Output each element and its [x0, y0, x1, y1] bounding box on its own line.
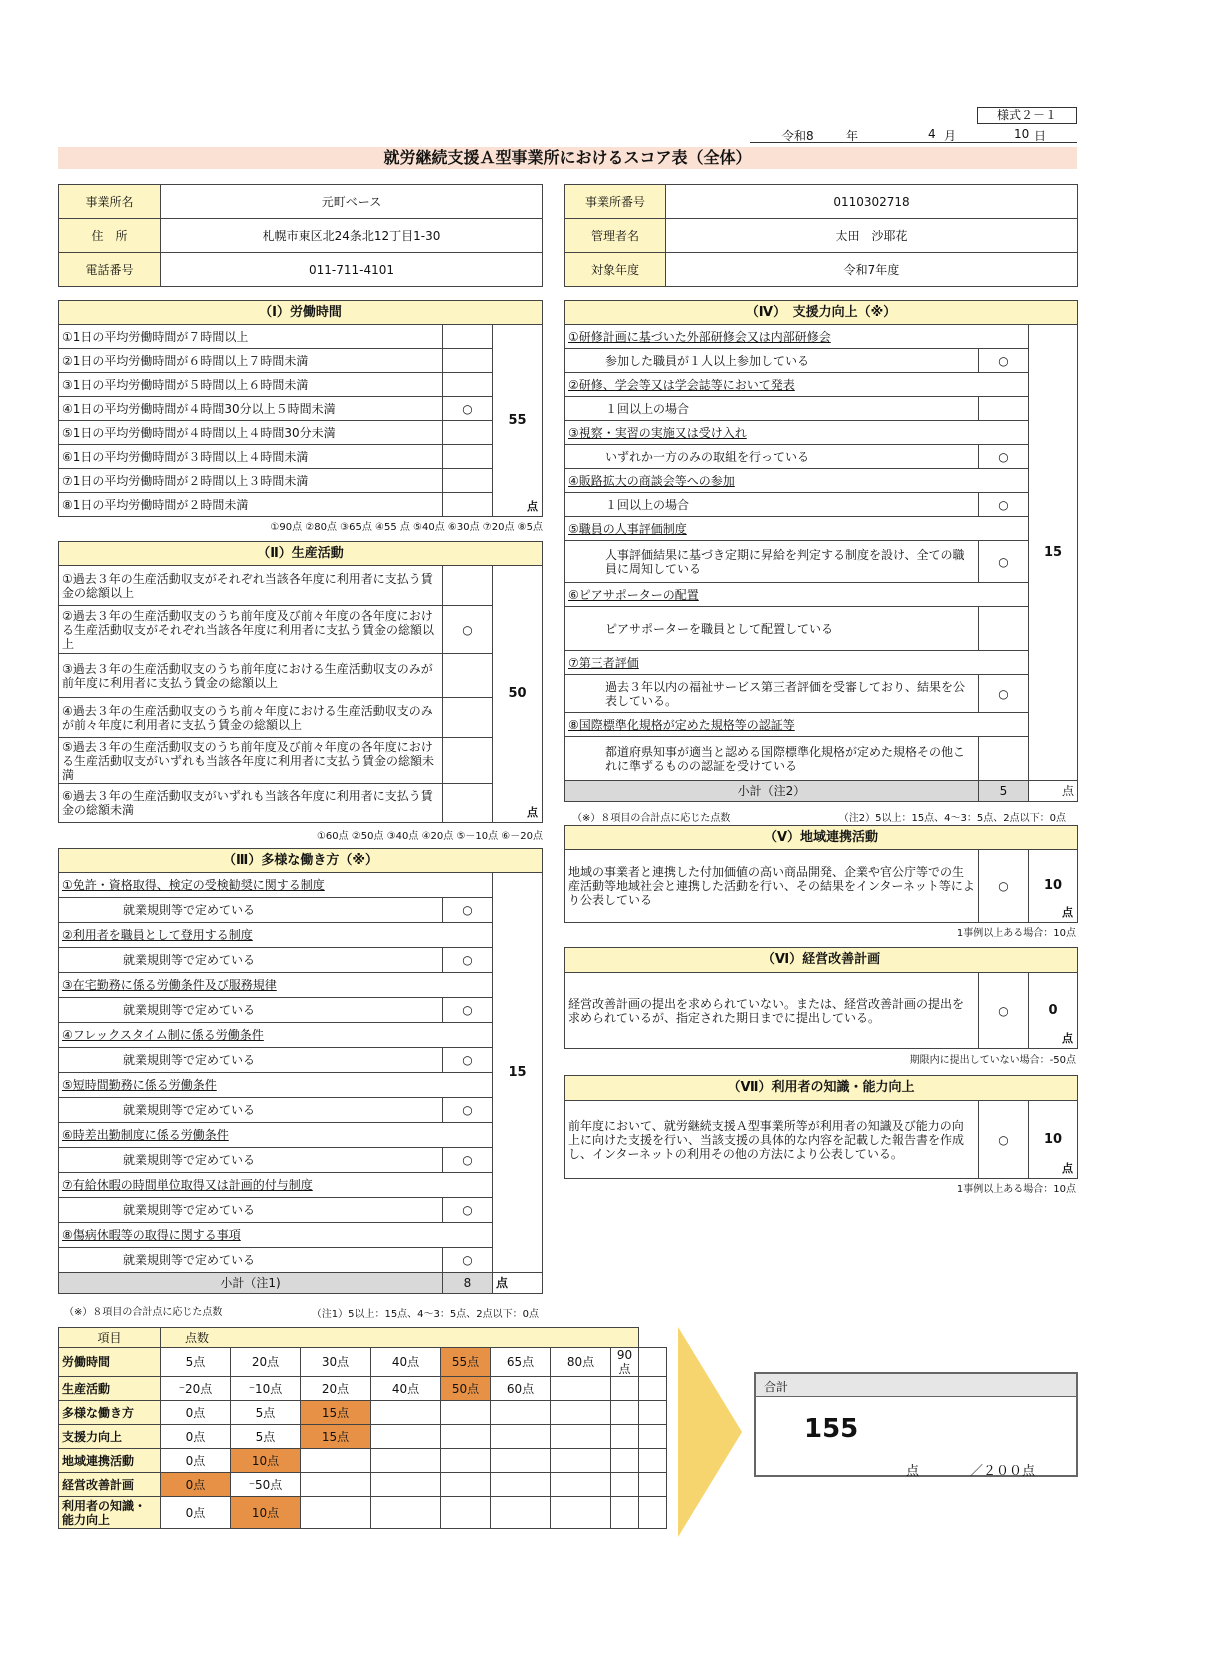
summary-row: [59, 1425, 667, 1449]
section-working-hours: [58, 300, 543, 517]
date-month: 4: [928, 127, 936, 141]
summary-header-row: [59, 1328, 667, 1348]
summary-header-item: 項目: [59, 1328, 161, 1348]
summary-cell: 50点: [441, 1377, 491, 1401]
hours-mark-8: [443, 493, 493, 517]
summary-cell: 0点: [161, 1401, 231, 1425]
label-phone: 電話番号: [59, 253, 161, 287]
label-manager: 管理者名: [565, 219, 666, 253]
summary-cell: 15点: [301, 1425, 371, 1449]
diverse-mark-8: ○: [443, 1248, 493, 1273]
diverse-text-1: 就業規則等で定めている: [59, 898, 443, 923]
summary-header-points: 点数: [161, 1328, 639, 1348]
summary-cell: [491, 1473, 551, 1497]
summary-row: [59, 1473, 667, 1497]
total-label: 合計: [756, 1374, 1076, 1397]
diverse-head-6: ⑥時差出勤制度に係る労働条件: [59, 1123, 493, 1148]
production-mark-2: ○: [443, 606, 493, 654]
hours-item-1: ①1日の平均労働時間が７時間以上: [59, 325, 443, 349]
support-mark-2: [979, 397, 1029, 421]
summary-filler: [639, 1425, 667, 1449]
label-target-year: 対象年度: [565, 253, 666, 287]
summary-cell: [441, 1497, 491, 1529]
summary-cell: [551, 1473, 611, 1497]
summary-cell: [301, 1473, 371, 1497]
production-item-4: ④過去３年の生産活動収支のうち前々年度における生産活動収支のみが前々年度に利用者に支払う賃金の総額以上: [59, 698, 443, 738]
summary-cell: 5点: [231, 1401, 301, 1425]
production-mark-6: [443, 784, 493, 823]
support-head-2: ②研修、学会等又は学会誌等において発表: [565, 373, 1029, 397]
skills-mark: ○: [979, 1101, 1029, 1179]
summary-row-label: 生産活動: [59, 1377, 161, 1401]
diverse-head-2: ②利用者を職員として登用する制度: [59, 923, 493, 948]
total-box: [754, 1372, 1078, 1477]
date-era-year: 令和8: [782, 129, 814, 143]
summary-row: [59, 1497, 667, 1529]
skills-score: 10: [1043, 1131, 1063, 1147]
value-address: 札幌市東区北24条北12丁目1-30: [161, 219, 543, 253]
diverse-subtotal-value: 8: [443, 1273, 493, 1294]
form-label: 様式２－１: [977, 107, 1077, 124]
skills-text: 前年度において、就労継続支援Ａ型事業所等が利用者の知識及び能力の向上に向けた支援を行い、当該支援の具体的な内容を記載した報告書を作成し、インターネットの利用その他の方法により公表している。: [565, 1101, 979, 1179]
summary-cell: 10点: [231, 1449, 301, 1473]
diverse-head-8: ⑧傷病休暇等の取得に関する事項: [59, 1223, 493, 1248]
support-head-6: ⑥ピアサポーターの配置: [565, 583, 1029, 607]
production-item-3: ③過去３年の生産活動収支のうち前年度における生産活動収支のみが前年度に利用者に支払う賃金の総額以上: [59, 654, 443, 698]
page-title: 就労継続支援Ａ型事業所におけるスコア表（全体）: [58, 147, 1077, 169]
label-address: 住 所: [59, 219, 161, 253]
regional-unit: 点: [1062, 906, 1073, 919]
summary-cell: [551, 1497, 611, 1529]
hours-item-2: ②1日の平均労働時間が６時間以上７時間未満: [59, 349, 443, 373]
regional-footnote: 1事例以上ある場合：10点: [956, 928, 1076, 939]
support-text-3: いずれか一方のみの取組を行っている: [565, 445, 979, 469]
support-mark-3: ○: [979, 445, 1029, 469]
hours-score-unit: 点: [527, 500, 538, 513]
section-production: [58, 541, 543, 823]
summary-cell: [371, 1473, 441, 1497]
section-user-skills: [564, 1075, 1078, 1179]
production-mark-1: [443, 566, 493, 606]
date-day-unit: 日: [1034, 129, 1047, 143]
summary-row-label: 経営改善計画: [59, 1473, 161, 1497]
summary-cell: [551, 1425, 611, 1449]
support-subtotal-value: 5: [979, 781, 1029, 802]
summary-cell: 0点: [161, 1497, 231, 1529]
support-text-6: ピアサポーターを職員として配置している: [565, 607, 979, 651]
summary-filler: [639, 1377, 667, 1401]
value-target-year: 令和7年度: [666, 253, 1078, 287]
summary-cell: [611, 1377, 639, 1401]
diverse-mark-6: ○: [443, 1148, 493, 1173]
support-mark-4: ○: [979, 493, 1029, 517]
hours-item-3: ③1日の平均労働時間が５時間以上６時間未満: [59, 373, 443, 397]
date-month-unit: 月: [944, 129, 957, 143]
summary-cell: [441, 1425, 491, 1449]
support-text-2: １回以上の場合: [565, 397, 979, 421]
summary-cell: 80点: [551, 1348, 611, 1377]
diverse-mark-5: ○: [443, 1098, 493, 1123]
summary-cell: [301, 1449, 371, 1473]
skills-unit: 点: [1062, 1162, 1073, 1175]
summary-cell: [371, 1401, 441, 1425]
summary-cell: 30点: [301, 1348, 371, 1377]
diverse-head-4: ④フレックスタイム制に係る労働条件: [59, 1023, 493, 1048]
hours-mark-6: [443, 445, 493, 469]
regional-score: 10: [1043, 878, 1063, 893]
summary-cell: ⁻10点: [231, 1377, 301, 1401]
hours-mark-7: [443, 469, 493, 493]
summary-cell: ⁻50点: [231, 1473, 301, 1497]
summary-filler: [639, 1497, 667, 1529]
diverse-note-left: （※）８項目の合計点に応じた点数: [64, 1307, 223, 1318]
production-mark-4: [443, 698, 493, 738]
summary-cell: 90点: [611, 1348, 639, 1377]
date-line: [750, 127, 1077, 143]
total-unit: 点: [906, 1464, 920, 1479]
production-item-2: ②過去３年の生産活動収支のうち前年度及び前々年度の各年度における生産活動収支がそれぞれ当該各年度に利用者に支払う賃金の総額以上: [59, 606, 443, 654]
management-mark: ○: [979, 973, 1029, 1049]
support-head-3: ③視察・実習の実施又は受け入れ: [565, 421, 1029, 445]
section-management-plan: [564, 947, 1078, 1049]
support-head-4: ④販路拡大の商談会等への参加: [565, 469, 1029, 493]
support-mark-5: ○: [979, 541, 1029, 583]
summary-cell: [441, 1401, 491, 1425]
hours-item-5: ⑤1日の平均労働時間が４時間以上４時間30分未満: [59, 421, 443, 445]
diverse-subtotal-unit: 点: [493, 1273, 543, 1294]
summary-filler: [639, 1449, 667, 1473]
summary-table: [58, 1327, 667, 1529]
summary-cell: [491, 1449, 551, 1473]
hours-mark-5: [443, 421, 493, 445]
support-mark-6: [979, 607, 1029, 651]
support-mark-8: [979, 737, 1029, 781]
summary-row-label: 支援力向上: [59, 1425, 161, 1449]
management-text: 経営改善計画の提出を求められていない。または、経営改善計画の提出を求められているが、指定された期日までに提出している。: [565, 973, 979, 1049]
production-item-6: ⑥過去３年の生産活動収支がいずれも当該各年度に利用者に支払う賃金の総額未満: [59, 784, 443, 823]
hours-item-7: ⑦1日の平均労働時間が２時間以上３時間未満: [59, 469, 443, 493]
regional-mark: ○: [979, 850, 1029, 923]
diverse-text-7: 就業規則等で定めている: [59, 1198, 443, 1223]
summary-cell: 65点: [491, 1348, 551, 1377]
hours-score-cell: [493, 325, 543, 517]
summary-cell: [551, 1377, 611, 1401]
summary-cell: [491, 1401, 551, 1425]
skills-score-cell: [1029, 1101, 1078, 1179]
summary-cell: 60点: [491, 1377, 551, 1401]
diverse-head-5: ⑤短時間勤務に係る労働条件: [59, 1073, 493, 1098]
label-office-number: 事業所番号: [565, 185, 666, 219]
section-diverse-work: [58, 848, 543, 1294]
date-year-unit: 年: [846, 129, 859, 143]
section-3-title: （Ⅲ）多様な働き方（※）: [59, 849, 543, 873]
summary-cell: 0点: [161, 1425, 231, 1449]
diverse-mark-3: ○: [443, 998, 493, 1023]
diverse-text-6: 就業規則等で定めている: [59, 1148, 443, 1173]
section-4-title: （Ⅳ） 支援力向上（※）: [565, 301, 1078, 325]
support-note-left: （※）８項目の合計点に応じた点数: [572, 813, 731, 824]
summary-cell: [371, 1425, 441, 1449]
support-mark-7: ○: [979, 675, 1029, 713]
value-phone: 011-711-4101: [161, 253, 543, 287]
production-footnote: ①60点 ②50点 ③40点 ④20点 ⑤－10点 ⑥－20点: [316, 831, 543, 842]
support-text-4: １回以上の場合: [565, 493, 979, 517]
management-unit: 点: [1062, 1032, 1073, 1045]
support-head-8: ⑧国際標準化規格が定めた規格等の認証等: [565, 713, 1029, 737]
production-mark-5: [443, 738, 493, 784]
date-day: 10: [1014, 127, 1030, 141]
summary-cell: [611, 1401, 639, 1425]
hours-item-8: ⑧1日の平均労働時間が２時間未満: [59, 493, 443, 517]
hours-score: 55: [508, 412, 527, 428]
support-mark-1: ○: [979, 349, 1029, 373]
management-footnote: 期限内に提出していない場合：-50点: [909, 1055, 1076, 1066]
label-office-name: 事業所名: [59, 185, 161, 219]
summary-cell: [441, 1449, 491, 1473]
summary-row-label: 多様な働き方: [59, 1401, 161, 1425]
summary-cell: 15点: [301, 1401, 371, 1425]
summary-cell: [551, 1401, 611, 1425]
support-subtotal-unit: 点: [1029, 781, 1078, 802]
summary-cell: [371, 1497, 441, 1529]
diverse-mark-7: ○: [443, 1198, 493, 1223]
regional-score-cell: [1029, 850, 1078, 923]
summary-cell: 0点: [161, 1473, 231, 1497]
summary-cell: 40点: [371, 1377, 441, 1401]
hours-mark-1: [443, 325, 493, 349]
summary-filler: [639, 1473, 667, 1497]
summary-filler: [639, 1348, 667, 1377]
section-1-title: （Ⅰ）労働時間: [59, 301, 543, 325]
summary-cell: 5点: [161, 1348, 231, 1377]
section-6-title: （Ⅵ）経営改善計画: [565, 948, 1078, 973]
info-table-left: [58, 184, 543, 287]
summary-cell: [371, 1449, 441, 1473]
summary-cell: 55点: [441, 1348, 491, 1377]
summary-filler: [639, 1401, 667, 1425]
production-score: 50: [508, 686, 527, 701]
production-score-cell: [493, 566, 543, 823]
production-item-1: ①過去３年の生産活動収支がそれぞれ当該各年度に利用者に支払う賃金の総額以上: [59, 566, 443, 606]
production-item-5: ⑤過去３年の生産活動収支のうち前年度及び前々年度の各年度における生産活動収支がいずれも当該各年度に利用者に支払う賃金の総額未満: [59, 738, 443, 784]
summary-cell: 20点: [231, 1348, 301, 1377]
summary-cell: 20点: [301, 1377, 371, 1401]
summary-cell: [611, 1449, 639, 1473]
summary-row: [59, 1401, 667, 1425]
arrow-icon: [678, 1327, 744, 1537]
diverse-text-2: 就業規則等で定めている: [59, 948, 443, 973]
diverse-head-1: ①免許・資格取得、検定の受検勧奨に関する制度: [59, 873, 493, 898]
support-head-5: ⑤職員の人事評価制度: [565, 517, 1029, 541]
value-manager: 太田 沙耶花: [666, 219, 1078, 253]
summary-cell: 40点: [371, 1348, 441, 1377]
summary-row: [59, 1449, 667, 1473]
diverse-text-3: 就業規則等で定めている: [59, 998, 443, 1023]
management-score: 0: [1048, 1002, 1058, 1018]
summary-cell: 5点: [231, 1425, 301, 1449]
diverse-note-right: （注1）5以上：15点、4～3：5点、2点以下：0点: [311, 1309, 539, 1320]
summary-cell: ⁻20点: [161, 1377, 231, 1401]
value-office-number: 0110302718: [666, 185, 1078, 219]
summary-row: [59, 1377, 667, 1401]
summary-cell: [611, 1473, 639, 1497]
diverse-mark-1: ○: [443, 898, 493, 923]
production-mark-3: [443, 654, 493, 698]
support-note-right: （注2）5以上：15点、4～3：5点、2点以下：0点: [838, 813, 1066, 824]
hours-mark-3: [443, 373, 493, 397]
hours-item-6: ⑥1日の平均労働時間が３時間以上４時間未満: [59, 445, 443, 469]
info-table-right: [564, 184, 1078, 287]
section-2-title: （Ⅱ）生産活動: [59, 542, 543, 566]
value-office-name: 元町ベース: [161, 185, 543, 219]
support-head-1: ①研修計画に基づいた外部研修会又は内部研修会: [565, 325, 1029, 349]
support-text-8: 都道府県知事が適当と認める国際標準化規格が定めた規格その他これに準ずるものの認証を受けている: [565, 737, 979, 781]
summary-row-label: 労働時間: [59, 1348, 161, 1377]
total-max: ／２００点: [970, 1464, 1036, 1479]
summary-row-label: 地域連携活動: [59, 1449, 161, 1473]
section-regional: [564, 825, 1078, 923]
hours-footnote: ①90点 ②80点 ③65点 ④55 点 ⑤40点 ⑥30点 ⑦20点 ⑧5点: [270, 522, 543, 533]
management-score-cell: [1029, 973, 1078, 1049]
total-value: 155: [804, 1414, 859, 1444]
summary-row-label: 利用者の知識・能力向上: [59, 1497, 161, 1529]
support-text-5: 人事評価結果に基づき定期に昇給を判定する制度を設け、全ての職員に周知している: [565, 541, 979, 583]
hours-item-4: ④1日の平均労働時間が４時間30分以上５時間未満: [59, 397, 443, 421]
summary-cell: [491, 1425, 551, 1449]
support-score: 15: [1029, 325, 1078, 781]
summary-cell: [551, 1449, 611, 1473]
hours-mark-4: ○: [443, 397, 493, 421]
summary-row: [59, 1348, 667, 1377]
support-head-7: ⑦第三者評価: [565, 651, 1029, 675]
support-text-7: 過去３年以内の福祉サービス第三者評価を受審しており、結果を公表している。: [565, 675, 979, 713]
diverse-mark-4: ○: [443, 1048, 493, 1073]
diverse-head-3: ③在宅勤務に係る労働条件及び服務規律: [59, 973, 493, 998]
summary-cell: [611, 1497, 639, 1529]
summary-cell: 10点: [231, 1497, 301, 1529]
summary-cell: 0点: [161, 1449, 231, 1473]
diverse-mark-2: ○: [443, 948, 493, 973]
diverse-subtotal-label: 小計（注1): [59, 1273, 443, 1294]
production-score-unit: 点: [527, 806, 538, 819]
skills-footnote: 1事例以上ある場合：10点: [956, 1184, 1076, 1195]
regional-text: 地域の事業者と連携した付加価値の高い商品開発、企業や官公庁等での生産活動等地域社会と連携した活動を行い、その結果をインターネット等により公表している: [565, 850, 979, 923]
section-5-title: （Ⅴ）地域連携活動: [565, 826, 1078, 850]
support-text-1: 参加した職員が１人以上参加している: [565, 349, 979, 373]
diverse-score: 15: [493, 873, 543, 1273]
diverse-head-7: ⑦有給休暇の時間単位取得又は計画的付与制度: [59, 1173, 493, 1198]
summary-cell: [301, 1497, 371, 1529]
summary-cell: [611, 1425, 639, 1449]
section-7-title: （Ⅶ）利用者の知識・能力向上: [565, 1076, 1078, 1101]
hours-mark-2: [443, 349, 493, 373]
support-subtotal-label: 小計（注2）: [565, 781, 979, 802]
section-support-capacity: [564, 300, 1078, 802]
diverse-text-5: 就業規則等で定めている: [59, 1098, 443, 1123]
diverse-text-8: 就業規則等で定めている: [59, 1248, 443, 1273]
diverse-text-4: 就業規則等で定めている: [59, 1048, 443, 1073]
summary-cell: [441, 1473, 491, 1497]
summary-cell: [491, 1497, 551, 1529]
